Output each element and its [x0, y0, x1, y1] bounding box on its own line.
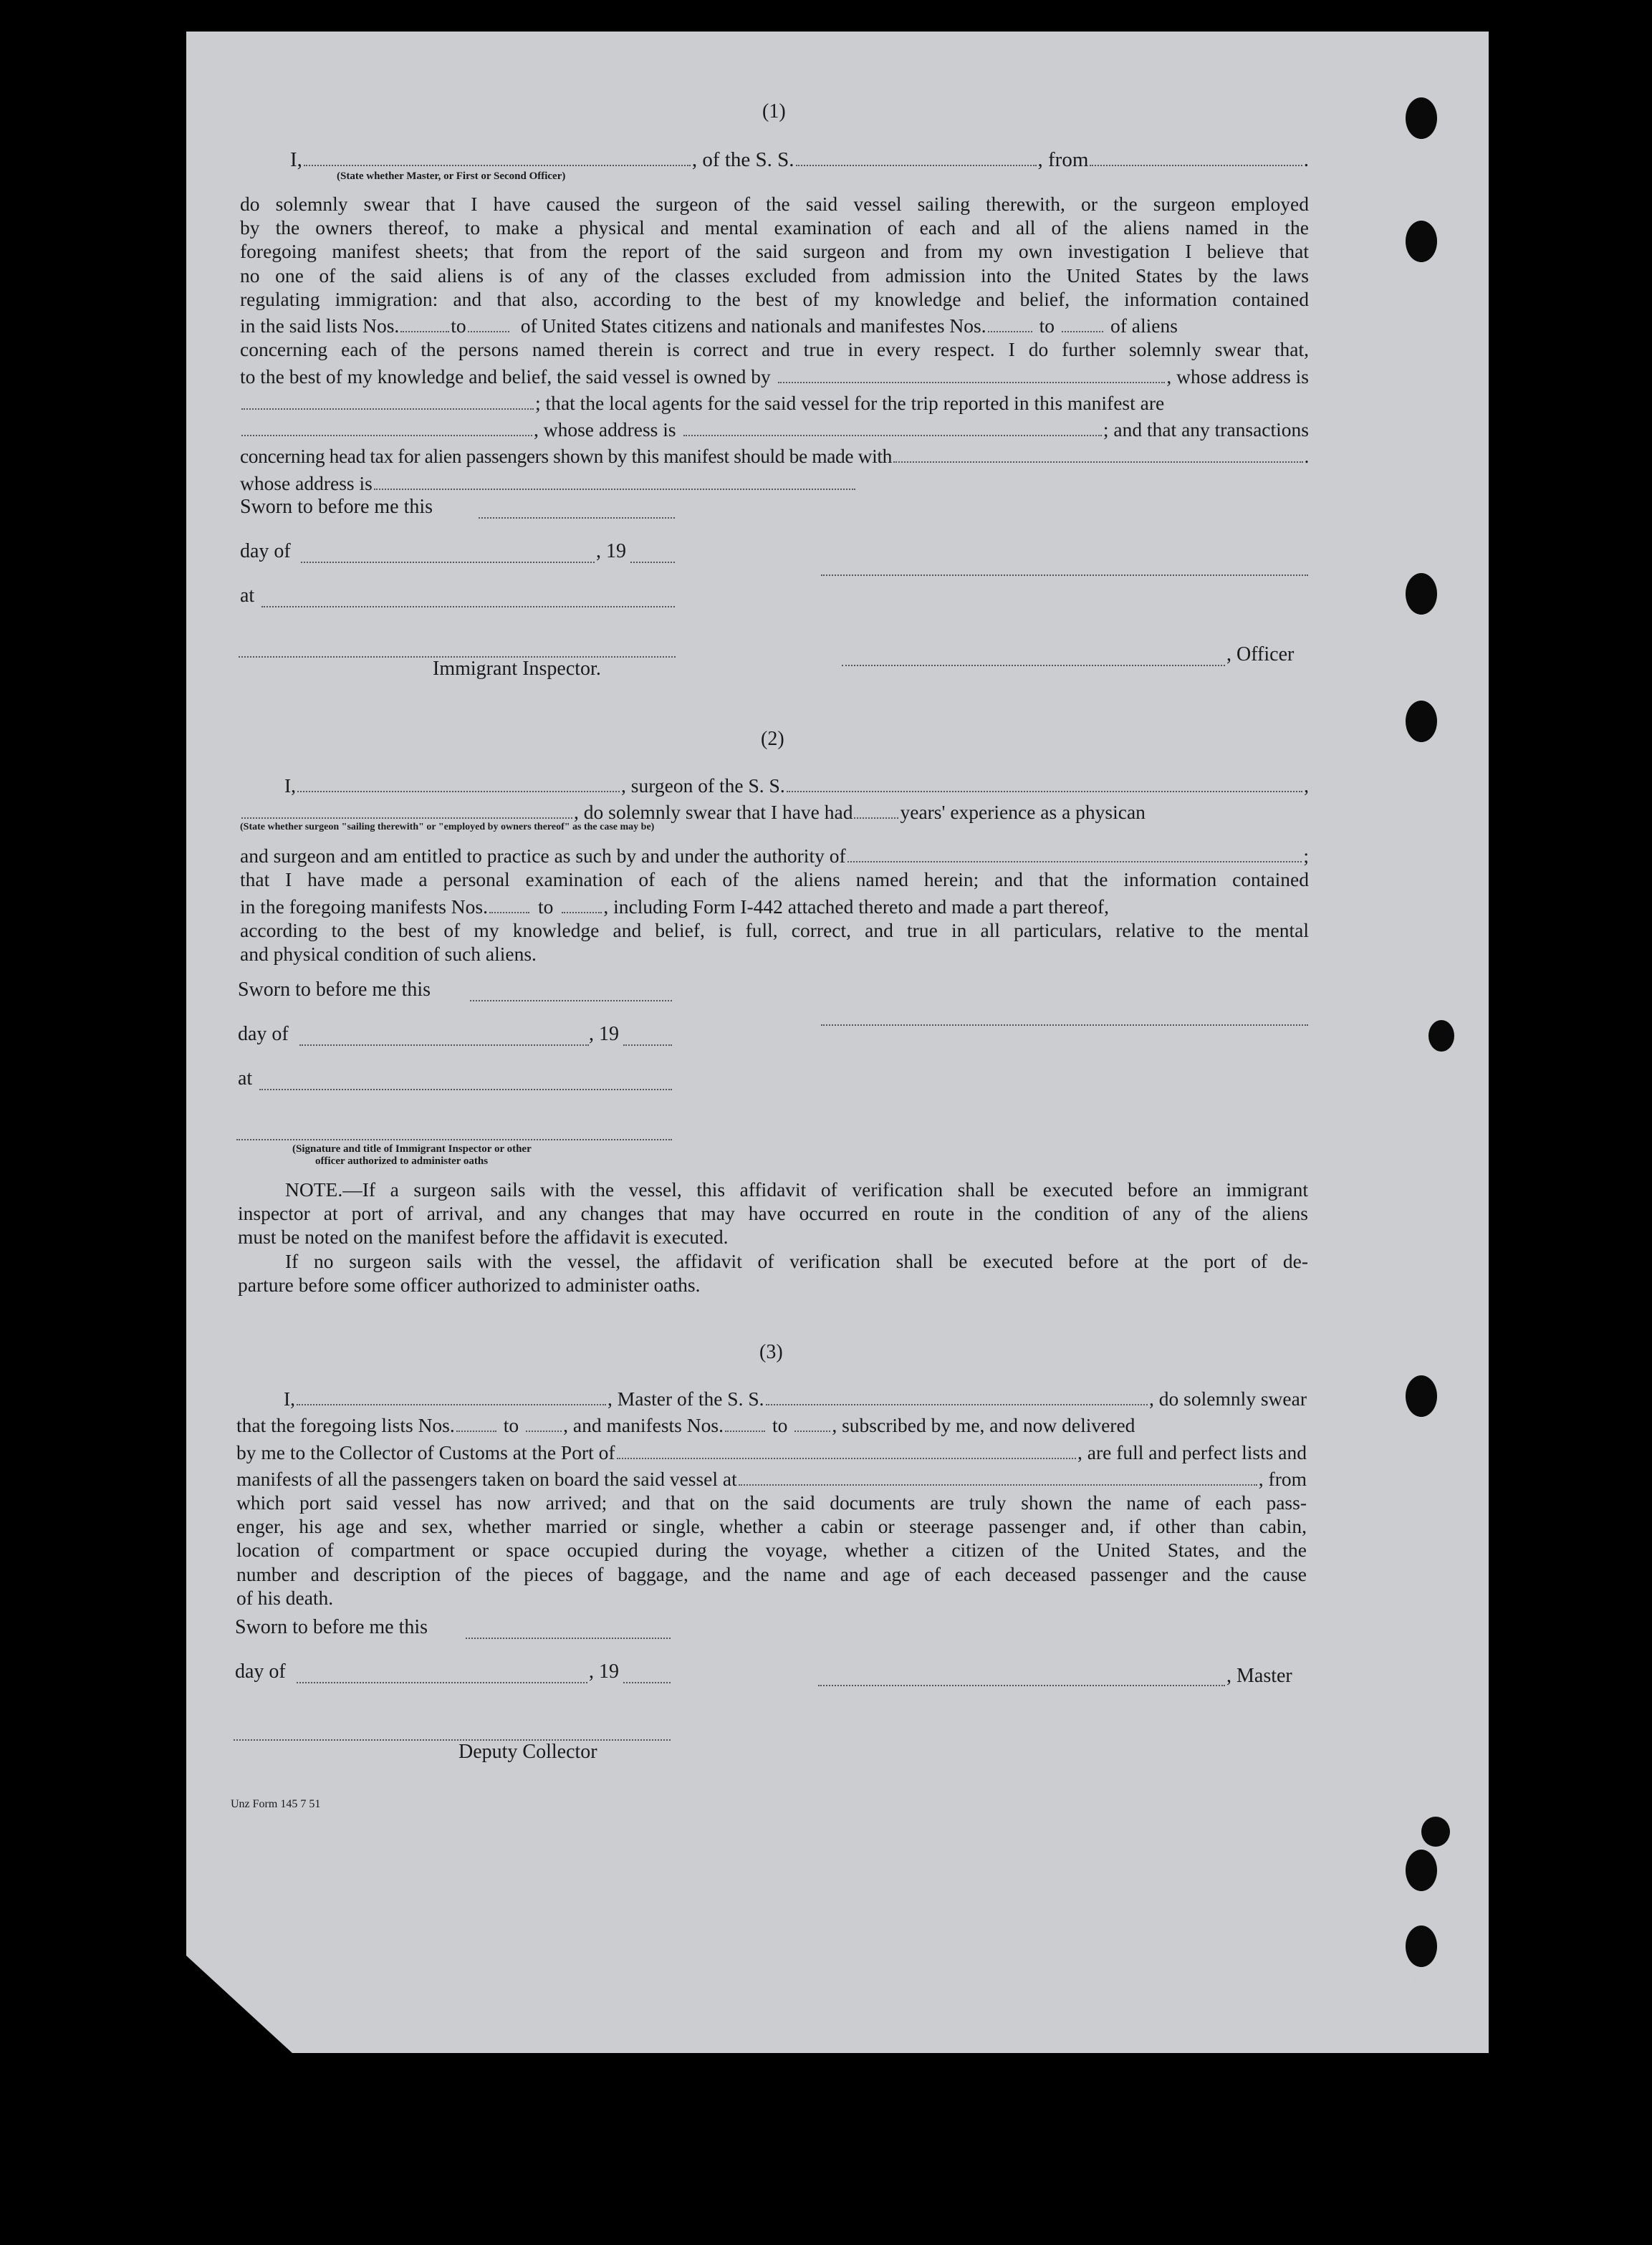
manifest-to-field[interactable]: [794, 1410, 830, 1432]
officer-field-note: (State whether Master, or First or Second Officer): [337, 170, 566, 182]
body-line: foregoing manifest sheets; that from the report of the said surgeon and from my own investigation I believe that: [240, 240, 1309, 263]
body-line: regulating immigration: and that also, according to the best of my knowledge and belief, the information contained: [240, 287, 1309, 310]
line-text: and surgeon and am entitled to practice as such by and under the authority of: [240, 845, 846, 867]
line-text: concerning head tax for alien passengers shown by this manifest should be made with: [240, 445, 892, 468]
sworn-label: Sworn to before me this: [240, 496, 433, 518]
line-text: ; that the local agents for the said vessel for the trip reported in this manifest are: [535, 391, 1165, 414]
sworn-label: Sworn to before me this: [235, 1616, 428, 1638]
line-text: years' experience as a physican: [900, 801, 1146, 824]
body-line: that I have made a personal examination of each of the aliens named herein; and that the information contained: [240, 868, 1309, 891]
at-label: at: [238, 1067, 253, 1090]
inspector-label: Immigrant Inspector.: [433, 658, 601, 680]
line-text: , from: [1258, 1467, 1307, 1490]
line-text: , of the S. S.: [691, 148, 794, 171]
list-from-field[interactable]: [400, 311, 449, 332]
signature-line[interactable]: [821, 553, 1308, 576]
vessel-name-field[interactable]: [796, 143, 1037, 166]
punch-hole: [1406, 1850, 1437, 1891]
year-label: , 19: [589, 1023, 619, 1045]
sworn-date-field[interactable]: [470, 979, 672, 1001]
line-text: to: [772, 1414, 788, 1437]
body-line: [236, 1438, 1307, 1464]
punch-hole: [1406, 1375, 1437, 1417]
line-text: , surgeon of the S. S.: [621, 774, 785, 797]
line-text: ; and that any transactions: [1103, 418, 1309, 441]
surgeon-status-field[interactable]: [241, 797, 572, 819]
list-from-field[interactable]: [456, 1410, 496, 1432]
body-line: [240, 841, 1309, 867]
punch-hole: [1406, 573, 1437, 615]
line-text: , subscribed by me, and now delivered: [832, 1414, 1135, 1437]
list-to-field[interactable]: [468, 311, 509, 332]
signature-note: officer authorized to administer oaths: [315, 1155, 489, 1167]
body-line: which port said vessel has now arrived; and that on the said documents are truly shown the name of each pass-: [236, 1491, 1307, 1514]
years-field[interactable]: [854, 797, 898, 819]
body-line: by the owners thereof, to make a physical and mental examination of each and all of the aliens named in the: [240, 216, 1309, 239]
head-tax-party-field[interactable]: [893, 441, 1303, 463]
officer-name-field[interactable]: [304, 143, 691, 166]
line-text: , Master of the S. S.: [608, 1388, 764, 1410]
punch-hole: [1406, 97, 1437, 139]
line-text: to: [451, 314, 466, 337]
agents-address-field[interactable]: [683, 415, 1102, 436]
body-line: [240, 441, 1309, 468]
form-number: Unz Form 145 7 51: [231, 1798, 321, 1810]
punch-hole: [1406, 1926, 1437, 1967]
body-line: [236, 1410, 1307, 1437]
inspector-signature-line[interactable]: [236, 1117, 672, 1140]
body-line: [240, 771, 1309, 797]
year-field[interactable]: [623, 1023, 672, 1046]
note-line: inspector at port of arrival, and any changes that may have occurred en route in the condition of any of the aliens: [238, 1202, 1308, 1225]
body-line: concerning each of the persons named therein is correct and true in every respect. I do further solemnly swear that,: [240, 338, 1309, 361]
note-line: If no surgeon sails with the vessel, the affidavit of verification shall be executed before at the port of de-: [285, 1249, 1308, 1272]
line-text: , and manifests Nos.: [563, 1414, 724, 1437]
sworn-date-field[interactable]: [466, 1616, 671, 1639]
at-label: at: [240, 585, 255, 607]
from-port-field[interactable]: [1090, 143, 1302, 166]
section-number: (1): [762, 100, 786, 122]
line-text: ,: [1304, 774, 1309, 797]
line-text: I,: [284, 774, 297, 797]
section1-line1: [240, 143, 1309, 172]
body-line: number and description of the pieces of baggage, and the name and age of each deceased passenger and the cause: [236, 1562, 1307, 1585]
body-line: and physical condition of such aliens.: [240, 942, 537, 965]
month-field[interactable]: [297, 1660, 587, 1683]
day-of-label: day of: [238, 1023, 289, 1045]
line-text: , do solemnly swear that I have had: [574, 801, 853, 824]
body-line: [236, 1384, 1307, 1410]
day-of-label: day of: [235, 1660, 286, 1683]
manifest-to-field[interactable]: [1062, 311, 1103, 332]
punch-hole: [1421, 1817, 1450, 1847]
collector-signature-line[interactable]: [234, 1718, 671, 1741]
signature-note: (Signature and title of Immigrant Inspector or other: [292, 1143, 532, 1155]
line-text: in the said lists Nos.: [240, 314, 400, 337]
officer-label: , Officer: [1226, 643, 1295, 665]
body-line: no one of the said aliens is of any of the classes excluded from admission into the United States by the laws: [240, 264, 1309, 287]
master-vessel-field[interactable]: [766, 1384, 1148, 1405]
body-line: [236, 1464, 1307, 1491]
surgeon-name-field[interactable]: [297, 771, 620, 792]
sworn-label: Sworn to before me this: [238, 979, 431, 1001]
note-line: must be noted on the manifest before the affidavit is executed.: [238, 1226, 729, 1249]
line-text: , are full and perfect lists and: [1077, 1441, 1307, 1463]
manifest-to-field[interactable]: [562, 891, 602, 913]
body-line: [240, 797, 1309, 824]
margin-number: 53: [1392, 1974, 1425, 2003]
boarding-port-field[interactable]: [739, 1464, 1257, 1486]
line-text: to: [1039, 314, 1055, 337]
deputy-collector-label: Deputy Collector: [458, 1741, 597, 1763]
manifest-from-field[interactable]: [489, 891, 529, 913]
body-line: [240, 415, 1309, 441]
head-tax-address-field[interactable]: [374, 468, 855, 489]
punch-hole: [1406, 221, 1437, 262]
line-text: that the foregoing lists Nos.: [236, 1414, 455, 1437]
line-text: , whose address is: [534, 418, 676, 441]
line-text: , from: [1037, 148, 1089, 171]
section-number: (3): [759, 1341, 783, 1363]
line-text: .: [1304, 445, 1309, 468]
day-of-label: day of: [240, 540, 291, 562]
manifest-from-field[interactable]: [988, 311, 1032, 332]
inspector-signature-line[interactable]: [239, 635, 676, 658]
owner-address-field[interactable]: [241, 388, 534, 410]
line-text: .: [1303, 148, 1309, 171]
agents-field[interactable]: [241, 415, 532, 436]
line-text: by me to the Collector of Customs at the Port of: [236, 1441, 615, 1463]
month-field[interactable]: [301, 540, 595, 563]
master-name-field[interactable]: [297, 1384, 606, 1405]
month-field[interactable]: [299, 1023, 589, 1046]
line-text: ;: [1303, 845, 1309, 867]
punch-hole: [1428, 1020, 1454, 1052]
master-signature-line[interactable]: [818, 1663, 1225, 1686]
surgeon-field-note: (State whether surgeon "sailing therewith" or "employed by owners thereof" as the case may be): [240, 822, 655, 832]
surgeon-vessel-field[interactable]: [787, 771, 1302, 792]
punch-hole: [1406, 701, 1437, 742]
line-text: in the foregoing manifests Nos.: [240, 895, 488, 918]
body-line: [240, 311, 1309, 337]
line-text: I,: [290, 148, 302, 171]
section-number: (2): [761, 728, 784, 750]
year-label: , 19: [589, 1660, 619, 1683]
line-text: , do solemnly swear: [1149, 1388, 1307, 1410]
body-line: enger, his age and sex, whether married or single, whether a cabin or steerage passenger and, if other than cabin,: [236, 1515, 1307, 1538]
line-text: I,: [284, 1388, 296, 1410]
authority-field[interactable]: [847, 841, 1302, 862]
officer-signature-line[interactable]: [842, 643, 1225, 666]
line-text: , whose address is: [1166, 365, 1309, 388]
line-text: of aliens: [1110, 314, 1178, 337]
sworn-date-field[interactable]: [479, 496, 675, 519]
line-text: of United States citizens and nationals and manifestes Nos.: [520, 314, 986, 337]
line-text: whose address is: [240, 471, 373, 494]
list-to-field[interactable]: [526, 1410, 562, 1432]
master-label: , Master: [1226, 1665, 1292, 1687]
body-line: [240, 891, 1309, 918]
at-place-field[interactable]: [259, 1067, 672, 1090]
line-text: to: [537, 895, 554, 918]
body-line: according to the best of my knowledge and belief, is full, correct, and true in all particulars, relative to the mental: [240, 918, 1309, 941]
surgeon-signature-line[interactable]: [821, 1003, 1308, 1026]
line-text: , including Form I-442 attached thereto and made a part thereof,: [603, 895, 1109, 918]
owner-field[interactable]: [778, 361, 1166, 383]
body-line: of his death.: [236, 1586, 334, 1609]
at-place-field[interactable]: [261, 585, 675, 607]
manifest-from-field[interactable]: [725, 1410, 765, 1432]
body-line: location of compartment or space occupied during the voyage, whether a citizen of the United States, and the: [236, 1539, 1307, 1562]
line-text: to the best of my knowledge and belief, the said vessel is owned by: [240, 365, 771, 388]
year-field[interactable]: [623, 1660, 671, 1683]
note-line: NOTE.—If a surgeon sails with the vessel, this affidavit of verification shall be executed before an immigrant: [285, 1178, 1308, 1201]
line-text: manifests of all the passengers taken on board the said vessel at: [236, 1467, 737, 1490]
body-line: do solemnly swear that I have caused the surgeon of the said vessel sailing therewith, or the surgeon employed: [240, 193, 1309, 215]
body-line: [240, 361, 1309, 388]
year-label: , 19: [596, 540, 626, 562]
body-line: [240, 388, 1309, 415]
note-line: parture before some officer authorized to administer oaths.: [238, 1273, 701, 1296]
body-line: [240, 468, 1309, 494]
year-field[interactable]: [630, 540, 675, 563]
line-text: to: [503, 1414, 519, 1437]
port-field[interactable]: [617, 1438, 1077, 1459]
